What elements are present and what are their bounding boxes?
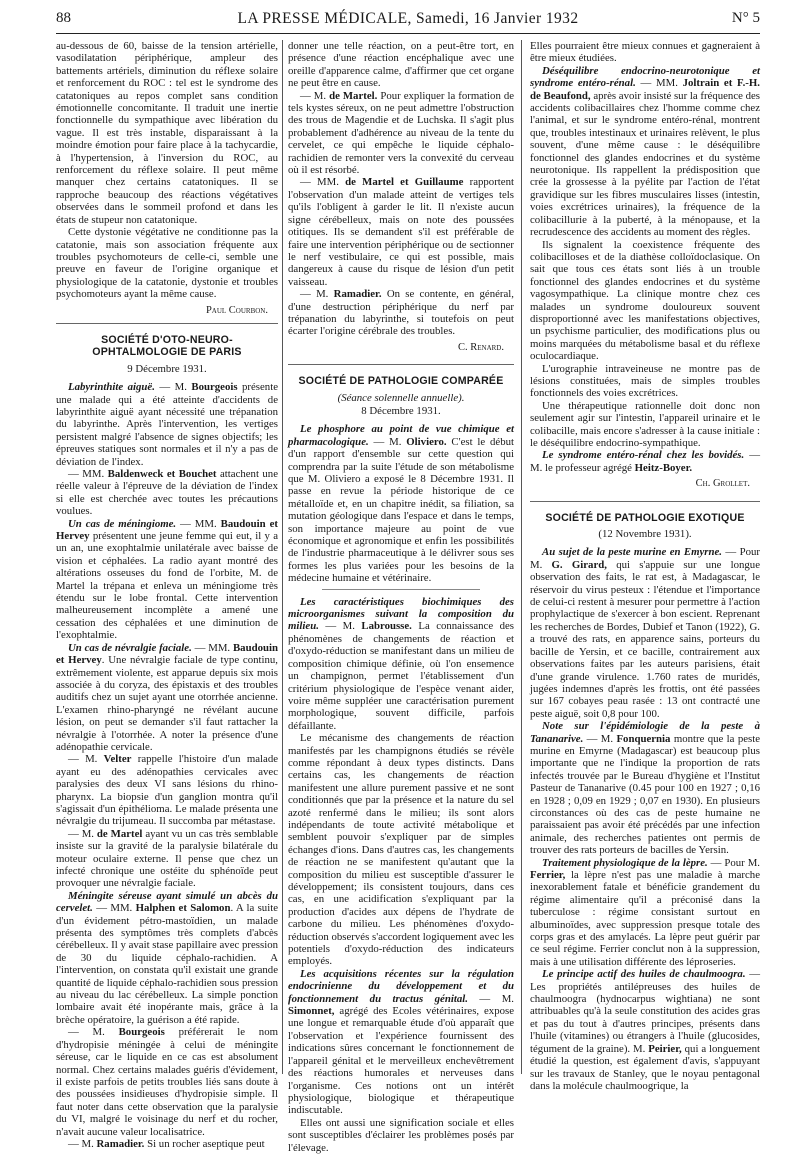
article: — M. Bourgeois préférerait le nom d'hydropisie méningée à celui de méningite séreuse, car le liquide en ce cas est absolument normal. Chez certains malades guéris d'évidement, il existe parfois de petits troubles liés sans doute à des poussées insidieuses d'hydropisie simple. Il faut noter dans cette observation que la paralysie du VI, malgré le voisinage du nerf et du rocher, n'avait aucune valeur localisatrice.	[56, 1026, 279, 1138]
column-divider	[282, 40, 283, 1074]
article: Le phosphore au point de vue chimique et pharmacologique. — M. Oliviero. C'est le début d'un rapport d'ensemble sur cette question qui comprendra par la suite l'étude de son métabolisme que M. Oliviero a exposé le 8 Décembre 1931. Il passe en revue la période historique de ce métalloïde et, en un chapitre inédit, sa filiation, sa mutation géologique dans l'espace et dans le temps, son importance majeure au point de vue économique et agronomique et enfin les possibilités de l'industrie pharmaceutique à le délivrer sous ses formes les plus variées pour les besoins de la médecine humaine et vétérinaire.	[288, 423, 515, 585]
article-text: la lèpre n'est pas une maladie à marche inexorablement fatale et bénéficie grandement du régime alimentaire qu'il a préconisé dans la tuberculose : régime consistant surtout en albuminoïdes, avec suppression presque totale des corps gras et des amylacés. La lèpre peut guérir par ce seul régime. Ferrier conclut non à la suppression, mais à une utilisation différente des léproseries.	[530, 869, 760, 968]
article: — M. Ramadier. Si un rocher aseptique peut	[68, 1137, 265, 1150]
article-text: A la suite d'un évidement pétro-mastoïdien, un malade présenta des symptômes très complets d'abcès cérébelleux. Il y avait stase papillaire avec pression de 30 du liquide céphalo-rachidien. A l'intervention, on constata qu'il existait une grande quantité de liquide céphalo-rachidien sous pression au niveau du lac cérébelleux. La simple ponction lombaire avait été inopérante mais, grâce à la brèche opératoire, la guérison a été rapide.	[56, 902, 278, 1026]
article-title: Note sur l'épidémiologie de la peste à Tananarive.	[530, 720, 760, 745]
session-subtitle: (Séance solennelle annuelle).	[337, 391, 465, 404]
signature: Ch. Grollet.	[695, 478, 750, 490]
paragraph: Ils signalent la coexistence fréquente des colibacilloses et de la diathèse colloïdoclasique. On sait que tous ces états sont liés à un trouble fonctionnel des glandes endocrines et du système vagosympathique. La clinique montre chez ces malades un syndrome douloureux souvent disproportionné avec les manifestations objectives, un psychisme particulier, des modifications plus ou moins marquées du métabolisme basal et du réflexe oculocardiaque.	[530, 238, 760, 363]
paragraph: Elles ont aussi une signification sociale et elles sont susceptibles d'éclairer les problèmes posés par l'élevage.	[288, 1116, 514, 1154]
author: Joltrain et F.-H. de Beaufond,	[530, 77, 760, 102]
author: Heitz-Boyer.	[634, 461, 693, 474]
author: Ramadier.	[333, 288, 382, 301]
column-right	[530, 40, 761, 1092]
author: Ferrier,	[530, 869, 566, 881]
article-text: montre que la peste murine en Emyrne (Madagascar) est beaucoup plus importante que ne l'indique la proportion de rats infectés trouvée par le Bureau d'hygiène et l'Institut Pasteur de Tananarive (0.45 pour 100 en 1927 ; 0,16 en 1928 ; 0,09 en 1929 ; 0,07 en 1930). En plusieurs circonstances où des cas de peste humaine ne paraissaient pas avoir été précédés par une infection animale, des recherches patientes ont permis de trouver des rats porteurs de bacilles de Yersin.	[530, 732, 761, 857]
article-title: Un cas de méningiome.	[68, 517, 177, 530]
article: Traitement physiologique de la lèpre. — Pour M. Ferrier, la lèpre n'est pas une maladie à marche inexorablement fatale et bénéficie grandement du régime alimentaire qu'il a préconisé dans la tuberculose : régime consistant surtout en albuminoïdes, avec suppression presque totale des corps gras et des amylacés. La lèpre peut guérir par ce seul régime. Ferrier conclut non à la suppression, mais à une utilisation différente des léproseries.	[530, 856, 760, 968]
author: Fonquernia	[616, 732, 671, 745]
article-text: présente une malade qui a été atteinte d'accidents de labyrinthite aiguë ayant nécessité une trépanation du labyrinthe. Après l'intervention, les vertiges persistent malgré l'absence de signes objectifs; les épreuves statiques sont normales et il n'y a pas de déviation de l'index.	[56, 381, 278, 468]
column-divider	[521, 40, 522, 1074]
author: Peirier,	[648, 1042, 682, 1055]
article-title: Les caractéristiques biochimiques des microorganismes suivant la composition du milieu.	[288, 595, 514, 633]
author: Halphen et Salomon	[135, 902, 231, 915]
article: — M. Ramadier. On se contente, en général, d'une destruction périphérique du nerf par trépanation du labyrinthe, si toutefois on peut écarter l'origine cérébrale des troubles.	[288, 288, 515, 338]
signature: C. Renard.	[458, 341, 504, 353]
article: — MM. de Martel et Guillaume rapportent l'observation d'un malade atteint de vertiges tels qu'ils l'obligent à garder le lit. Il n'existe aucun signe cérébelleux, mais on note des poussées otitiques. Ils se demandent s'il est préférable de faire une intervention périphérique ou de sectionner le nerf vestibulaire, ce qui est possible, mais dangereux à cause du risque de lésion d'un petit vaisseau.	[288, 176, 514, 288]
article-title: Le principe actif des huiles de chaulmoogra.	[542, 968, 746, 981]
article-text: rappelle l'histoire d'un malade ayant eu des adénopathies cervicales avec paralysies des deux VI sans lésions du rhino-pharynx. La biopsie d'un ganglion montra qu'il s'agissait d'un épithélioma. Le malade présenta une névralgie du trijumeau. Il succomba par métastase.	[56, 753, 279, 828]
author: Bourgeois	[118, 1026, 165, 1039]
paragraph: Cette dystonie végétative ne conditionne pas la catatonie, mais son association fréquente aux troubles psychomoteurs de celle-ci, semble une preuve en faveur de l'origine organique et physiologique de la catatonie, dystonie et troubles psychomoteurs ayant la même cause.	[56, 226, 278, 301]
author: Velter	[103, 753, 132, 766]
article: Les caractéristiques biochimiques des microorganismes suivant la composition du milieu. — M. Labrousse. La connaissance des phénomènes de changements de réaction et d'oxydo-réduction se manifestant dans un milieu de composition chimique définie, où l'on ensemence un champignon, permet l'établissement d'un critérium physiologique de l'espèce venant aider, voire même suppléer une caractérisation purement morphologique, souvent difficile, parfois défaillante.	[288, 595, 514, 732]
article-text: La connaissance des phénomènes de changements de réaction et d'oxydo-réduction se manifestant dans un milieu de composition chimique définie, où l'on ensemence un champignon, permet l'établissement d'un critérium physiologique de l'espèce venant aider, voire même suppléer une caractérisation purement morphologique, souvent difficile, parfois défaillante.	[288, 620, 514, 732]
article: Au sujet de la peste murine en Emyrne. — Pour M. G. Girard, qui s'appuie sur une longue observation des faits, le rat est, à Madagascar, le réservoir du virus pesteux : l'étendue et l'importance de celui-ci restent à mesurer pour permettre à l'action prophylactique de s'exercer à bon escient. Reprenant les recherches de Bordes, Dubief et Tanon (1922), G. a trouvé des rats, en apparence sains, porteurs du bacille de Yersin, et ce bacille, contrairement aux observations faites par les auteurs parisiens, était d'une grande virulence. 1.760 rates de muridés, jugées indemnes d'après les frottis, ont été passées sur 167 cobayes peau rasée : 13 ont contracté une peste aiguë, soit 0,8 pour 100.	[530, 546, 760, 720]
article-text: On se contente, en général, d'une destruction périphérique du nerf par trépanation du labyrinthe, si toutefois on peut écarter l'origine cérébrale des troubles.	[288, 288, 515, 338]
page-number: 88	[56, 10, 71, 26]
article-title: Un cas de névralgie faciale.	[68, 641, 192, 654]
session-date: (12 Novembre 1931).	[598, 528, 692, 541]
author: de Martel	[96, 827, 143, 840]
page-header	[56, 10, 760, 34]
journal-title: LA PRESSE MÉDICALE, Samedi, 16 Janvier 1932	[237, 10, 579, 27]
article-text: qui a longuement étudié la question, est également d'avis, s'appuyant sur les travaux de Stanley, que le noyau pentagonal dans la molécule chaulmoogrique, la	[530, 1042, 761, 1092]
author: Baudouin et Hervey	[56, 517, 278, 543]
paragraph: Le mécanisme des changements de réaction manifestés par les champignons étudiés se révèle comme répondant à deux types distincts. Dans certains cas, les changements de réaction manifestent une allure purement passive et ne sont conditionnés que par la présence et la nature du sel azoté renfermé dans le milieu; ils sont alors indépendants de toute activité métabolique et semblent pouvoir s'expliquer par de simples échanges d'ions. Dans d'autres cas, les changements de réaction ne se manifestent qu'autant que la composition du milieu est susceptible d'assurer le développement; ils consistent toujours, dans ces cas, en une acidification s'expliquant par la production d'acides aux dépens de l'hydrate de carbone du milieu. Les phénomènes d'oxydo-réduction observés s'accordent logiquement avec les potentiels d'oxydo-réduction des indicateurs employés.	[288, 732, 514, 968]
article: Méningite séreuse ayant simulé un abcès du cervelet. — MM. Halphen et Salomon. A la suite d'un évidement pétro-mastoïdien, un malade présenta des symptômes très complets d'abcès cérébelleux. Il y avait stase papillaire avec pression de 30 du liquide céphalo-rachidien. A l'intervention, on constata qu'il existait une grande quantité de liquide céphalo-rachidien sous pression au niveau du lac cérébelleux. La simple ponction lombaire avait été inopérante mais, grâce à la brèche opératoire, la guérison a été rapide.	[56, 889, 278, 1026]
author: Bourgeois	[191, 381, 238, 394]
paragraph: Elles pourraient être mieux connues et gagneraient à être mieux étudiées.	[530, 40, 760, 65]
article-text: M. le professeur agrégé	[530, 461, 632, 474]
article-text: Si un rocher aseptique peut	[147, 1137, 265, 1150]
society-heading: SOCIÉTÉ DE PATHOLOGIE COMPARÉE	[288, 364, 514, 387]
article-text: rapportent l'observation d'un malade atteint de vertiges tels qu'ils l'obligent à garder le lit. Il n'existe aucun signe cérébelleux, mais on note des poussées otitiques. Ils se demandent s'il est préférable de faire une intervention périphérique ou de sectionner le nerf vestibulaire, ce qui est possible, mais dangereux à cause du risque de lésion d'un petit vaisseau.	[288, 176, 514, 288]
separator	[322, 589, 480, 590]
article: — M. Velter rappelle l'histoire d'un malade ayant eu des adénopathies cervicales avec paralysies des deux VI sans lésions du rhino-pharynx. La biopsie d'un ganglion montra qu'il s'agissait d'un épithélioma. Le malade présenta une névralgie du trijumeau. Il succomba par métastase.	[56, 753, 279, 828]
column-middle	[288, 40, 515, 1154]
article-title: Le syndrome entéro-rénal chez les bovidés.	[542, 449, 745, 462]
article: — MM. Baldenweck et Bouchet attachent une réelle valeur à l'épreuve de la déviation de l'index si elle est cherchée avec toutes les précautions voulues.	[56, 468, 278, 518]
article: Le syndrome entéro-rénal chez les bovidés. — M. le professeur agrégé Heitz-Boyer.	[530, 449, 760, 474]
paragraph: donner une telle réaction, on a peut-être tort, en présence d'une réaction encéphalique avec une oreille d'apparence calme, d'affirmer que cet organe ne peut être en cause.	[288, 40, 514, 90]
author: Baldenweck et Bouchet	[107, 468, 217, 480]
paragraph: L'urographie intraveineuse ne montre pas de lésions constituées, mais de simples troubles fonctionnels des voies excrétrices.	[530, 362, 760, 400]
article-text: agrégé des Ecoles vétérinaires, expose une longue et remarquable étude d'où apparaît que l'observation et l'expérience fournissent des indications sûres concernant le fonctionnement de l'appareil génital et le merveilleux enchevêtrement des réactions humorales et nerveuses dans l'organisme. Ces notions ont un intérêt physiologique, biologique et thérapeutique indiscutable.	[288, 1005, 514, 1117]
article-text: préférerait le nom d'hydropisie méningée à celui de méningite séreuse, car le liquide en ce cas est absolument normal. Chez certains malades guéris d'évidement, il existe parfois de petits troubles liés sans doute à des poussées insidieuses d'hydropisie simple. Il faut noter dans cette observation que la paralysie du VI, malgré le voisinage du nerf et du rocher, n'avait aucune valeur localisatrice.	[56, 1026, 279, 1138]
author: G. Girard,	[551, 558, 607, 571]
article-text: qui s'appuie sur une longue observation des faits, le rat est, à Madagascar, le réservoir du virus pesteux : l'étendue et l'importance de celui-ci restent à mesurer pour permettre à l'action prophylactique de s'exercer à bon escient. Reprenant les recherches de Bordes, Dubief et Tanon (1922), G. a trouvé des rats, en apparence sains, porteurs du bacille de Yersin, et ce bacille, contrairement aux observations faites par les auteurs parisiens, était d'une grande virulence. 1.760 rates de muridés, jugées indemnes d'après les frottis, ont été passées sur 167 cobayes peau rasée : 13 ont contracté une peste aiguë, soit 0,8 pour 100.	[530, 558, 760, 720]
article: Les acquisitions récentes sur la régulation endocrinienne du développement et du fonctionnement du tractus génital. — M. Simonnet, agrégé des Ecoles vétérinaires, expose une longue et remarquable étude d'où apparaît que l'observation et l'expérience fournissent des indications sûres concernant le fonctionnement de l'appareil génital et le merveilleux enchevêtrement des réactions humorales et nerveuses dans l'organisme. Ces notions ont un intérêt physiologique, biologique et thérapeutique indiscutable.	[288, 967, 515, 1117]
article-text: attachent une réelle valeur à l'épreuve de la déviation de l'index si elle est cherchée avec toutes les précautions voulues.	[56, 468, 278, 518]
column-left	[56, 40, 279, 1150]
author: de Martel et Guillaume	[345, 176, 464, 189]
article-title: Méningite séreuse ayant simulé un abcès du cervelet.	[56, 889, 278, 915]
article: Déséquilibre endocrino-neurotonique et syndrome entéro-rénal. — MM. Joltrain et F.-H. de Beaufond, après avoir insisté sur la fréquence des accidents colibacillaires chez l'homme comme chez l'animal, et sur le syndrome entéro-rénal, montrent que, troubles intestinaux et urinaires relèvent, le plus souvent, d'une même cause : le déséquilibre fonctionnel des glandes endocrines et du système neurotonique. Ils rappellent la prédisposition que crée la grossesse à la pyélite par l'action de l'état gravidique sur les fibres musculaires lisses (intestin, voies excrétrices urinaires), la fréquence de la colibacillurie à la puberté, à la ménopause, et la recrudescence des accidents au moment des règles.	[530, 64, 760, 239]
article: — M. de Martel. Pour expliquer la formation de tels kystes séreux, on ne peut admettre l'obstruction des trous de Magendie et de Luchska. Il s'agit plus probablement d'adhérence au niveau de la tente du cervelet, ce qui empêche le liquide céphalo-rachidien de remonter vers la convexité du cerveau où il est résorbé.	[288, 89, 515, 177]
article-text: ayant vu un cas très semblable insiste sur la gravité de la paralysie bilatérale du moteur oculaire externe. Il pense que chez un infecté chronique une ostéite du sphénoïde peut provoquer une névralgie faciale.	[56, 827, 279, 890]
article-title: Les acquisitions récentes sur la régulation endocrinienne du développement et du fonctionnement du tractus génital.	[288, 967, 514, 1005]
article-title: Déséquilibre endocrino-neurotonique et syndrome entéro-rénal.	[530, 64, 760, 90]
article: Le principe actif des huiles de chaulmoogra. — Les propriétés antilépreuses des huiles de chaulmoogra (hydnocarpus wightiana) ne sont attribuables qu'à la seule constitution des acides gras et pas du tout à d'autres principes, présents dans l'huile (vitamines) ou étrangers à l'huile (glucosides, tégument de la graine). M. Peirier, qui a longuement étudié la question, est également d'avis, s'appuyant sur les travaux de Stanley, que le noyau pentagonal dans la molécule chaulmoogrique, la	[530, 968, 761, 1092]
article-text: Une névralgie faciale de type continu, extrêmement violente, est apparue depuis six mois associée à du coryza, des épistaxis et des troubles auditifs chez un sujet ayant une otorrhée ancienne. L'examen rhino-pharyngé ne révélant aucune lésion, on peut se demander s'il faut rattacher la névralgie à l'otorrhée. A noter la présence d'une adénopathie cervicale.	[56, 654, 278, 753]
article-title: Au sujet de la peste murine en Emyrne.	[542, 546, 723, 559]
article: Note sur l'épidémiologie de la peste à Tananarive. — M. Fonquernia montre que la peste murine en Emyrne (Madagascar) est beaucoup plus importante que ne l'indique la proportion de rats infectés trouvée par le Bureau d'hygiène et l'Institut Pasteur de Tananarive (0.45 pour 100 en 1927 ; 0,16 en 1928 ; 0,09 en 1929 ; 0,07 en 1930). En plusieurs circonstances où des cas de peste humaine ne paraissaient pas avoir été précédés par une infection animale, des recherches patientes ont permis de trouver des rats porteurs de bacilles de Yersin.	[530, 720, 761, 857]
author: Oliviero.	[406, 435, 447, 448]
article-title: Labyrinthite aiguë.	[68, 381, 155, 394]
article-title: Le phosphore au point de vue chimique et pharmacologique.	[288, 423, 514, 448]
article-title: Traitement physiologique de la lèpre.	[542, 856, 708, 869]
author: de Martel.	[329, 89, 378, 102]
paragraph: Une thérapeutique rationnelle doit donc non seulement agir sur l'intestin, l'appareil urinaire et le colibacille, mais encore s'adresser à la cause initiale : le déséquilibre endocrino-sympathique.	[530, 399, 760, 449]
signature: Paul Courbon.	[205, 304, 268, 316]
article-text: C'est le début d'un rapport d'ensemble sur cette question qui comprendra par la suite l'étude de son métabolisme que M. Oliviero a exposé le 8 Décembre 1931. Il passe en revue la période historique de ce métalloïde et, en un chapitre inédit, sa filiation, sa mutation géologique dans l'espace et dans le temps, son importance majeure au point de vue économique et agronomique et enfin les possibilités de l'industrie pharmaceutique à le délivrer sous ses formes les plus variées pour les besoins de la médecine humaine et vétérinaire.	[288, 435, 515, 585]
author: Baudouin et Hervey	[56, 641, 278, 667]
article-text: présentent une jeune femme qui eut, il y a un an, une exophtalmie unilatérale avec baisse de vision et céphalées. La radio ayant montré des altérations osseuses du fond de l'orbite, M. de Martel la trépana et enleva un méningiome très étendu sur le lobe frontal. Cette intervention malheureusement incomplète a amené une cessation des céphalées et une diminution de l'exophtalmie.	[56, 530, 278, 642]
article: Labyrinthite aiguë. — M. Bourgeois présente une malade qui a été atteinte d'accidents de labyrinthite aiguë ayant nécessité une trépanation du labyrinthe. Après l'intervention, les vertiges persistent malgré l'absence de signes objectifs; les épreuves statiques sont normales et il n'y a pas de déviation de l'index.	[56, 381, 278, 468]
article: — M. de Martel ayant vu un cas très semblable insiste sur la gravité de la paralysie bilatérale du moteur oculaire externe. Il pense que chez un infecté chronique une ostéite du sphénoïde peut provoquer une névralgie faciale.	[56, 827, 279, 890]
header-rule	[56, 33, 760, 34]
society-heading: SOCIÉTÉ DE PATHOLOGIE EXOTIQUE	[530, 501, 760, 524]
article-text: Les propriétés antilépreuses des huiles de chaulmoogra (hydnocarpus wightiana) ne sont attribuables qu'à la seule constitution des acides gras et pas du tout à d'autres principes, présents dans l'huile (vitamines) ou étrangers à l'huile (glucosides, tégument de la graine). M.	[530, 980, 760, 1055]
author: Labrousse.	[361, 620, 412, 633]
paragraph: au-dessous de 60, baisse de la tension artérielle, vasodilatation périphérique, ampleur des battements artériels, diminution du réflexe solaire et renforcement du ROC : tel est le syndrome des catatoniques au repos complet sans condition émotionnelle concomitante. Il traduit une inertie fonctionnelle du sympathique avec libération du vague. Il est très instable, disparaissant à la moindre émotion pour faire place à la tachycardie, à l'hypertension, à l'inversion du ROC, au renforcement du réflexe solaire. Il peut même manquer chez certains catatoniques. Il se rapproche beaucoup des réactions végétatives observées dans le sommeil profond et dans les états de stupeur non catatonique.	[56, 40, 278, 226]
session-date: 8 Décembre 1931.	[361, 404, 441, 417]
article: Un cas de névralgie faciale. — MM. Baudouin et Hervey. Une névralgie faciale de type continu, extrêmement violente, est apparue depuis six mois associée à du coryza, des épistaxis et des troubles auditifs chez un sujet ayant une otorrhée ancienne. L'examen rhino-pharyngé ne révélant aucune lésion, on peut se demander s'il faut rattacher la névralgie à l'otorrhée. A noter la présence d'une adénopathie cervicale.	[56, 641, 278, 753]
society-heading: SOCIÉTÉ D'OTO-NEURO-OPHTALMOLOGIE DE PARIS	[56, 323, 278, 359]
article: Un cas de méningiome. — MM. Baudouin et Hervey présentent une jeune femme qui eut, il y a un an, une exophtalmie unilatérale avec baisse de vision et céphalées. La radio ayant montré des altérations osseuses du fond de l'orbite, M. de Martel la trépana et enleva un méningiome très étendu sur le lobe frontal. Cette intervention malheureusement incomplète a amené une cessation des céphalées et une diminution de l'exophtalmie.	[56, 517, 278, 642]
session-date: 9 Décembre 1931.	[127, 362, 207, 375]
author: Simonnet,	[288, 1005, 335, 1018]
article-text: après avoir insisté sur la fréquence des accidents colibacillaires chez l'homme comme chez l'animal, et sur le syndrome entéro-rénal, montrent que, troubles intestinaux et urinaires relèvent, le plus souvent, d'une même cause : le déséquilibre fonctionnel des glandes endocrines et du système neurotonique. Ils rappellent la prédisposition que crée la grossesse à la pyélite par l'action de l'état gravidique sur les fibres musculaires lisses (intestin, voies excrétrices urinaires), la fréquence de la colibacillurie à la puberté, à la ménopause, et la recrudescence des accidents au moment des règles.	[530, 89, 760, 239]
issue-number: N° 5	[731, 10, 760, 26]
author: Ramadier.	[96, 1137, 145, 1150]
article-text: Pour expliquer la formation de tels kystes séreux, on ne peut admettre l'obstruction des trous de Magendie et de Luchska. Il s'agit plus probablement d'adhérence au niveau de la tente du cervelet, ce qui empêche le liquide céphalo-rachidien de remonter vers la convexité du cerveau où il est résorbé.	[288, 89, 515, 177]
